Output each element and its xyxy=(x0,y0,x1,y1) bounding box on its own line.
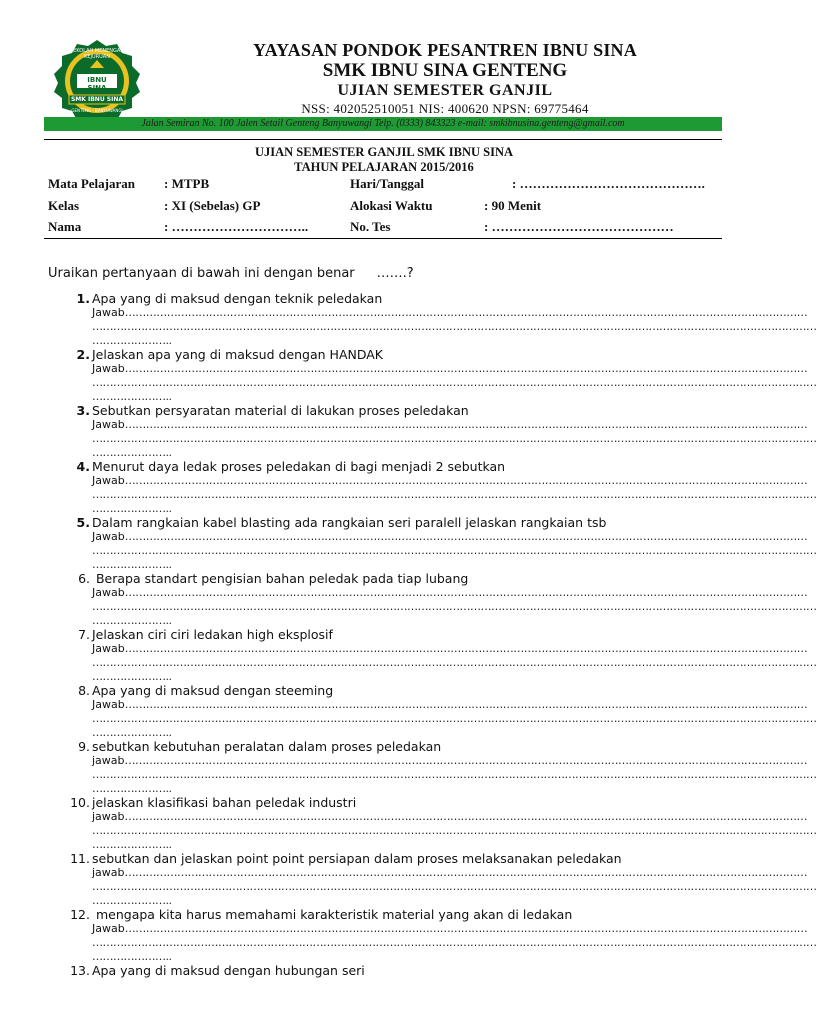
answer-label: Jawab xyxy=(92,642,125,655)
name-value: : ………………………….. xyxy=(164,219,309,234)
question-text: Apa yang di maksud dengan hubungan seri xyxy=(92,963,365,978)
answer-line[interactable] xyxy=(92,600,817,614)
answer-dots: …………………………………………………………………………………………………………………………………………………………………………… xyxy=(124,922,808,935)
answer-dots: ………………….. xyxy=(92,446,172,459)
answer-line[interactable] xyxy=(92,432,817,446)
answer-dots: …………………………………………………………………………………………………………………………………………………………………………… xyxy=(124,362,808,375)
question-number: 1. xyxy=(76,291,90,306)
answer-line[interactable] xyxy=(92,810,808,824)
answer-label: Jawab xyxy=(92,418,125,431)
answer-label: Jawab xyxy=(92,474,125,487)
answer-line[interactable] xyxy=(92,950,725,964)
answer-dots: …………………………………………………………………………………………………………………………………………………………………………… xyxy=(124,866,808,879)
instruction xyxy=(48,266,414,281)
answer-line[interactable] xyxy=(92,474,808,488)
answer-dots: …………………………………………………………………………………………………………………………………………………………………………… xyxy=(124,810,808,823)
duration-value: : 90 Menit xyxy=(484,198,542,213)
question-item xyxy=(60,795,817,852)
answer-line[interactable] xyxy=(92,726,725,740)
answer-line[interactable] xyxy=(92,488,817,502)
school-ids: NSS: 402052510051 NIS: 400620 NPSN: 69775464 xyxy=(301,101,589,116)
answer-line[interactable] xyxy=(92,712,817,726)
question-number: 2. xyxy=(76,347,90,362)
question-number: 7. xyxy=(78,627,90,642)
question-line xyxy=(60,571,725,586)
question-item xyxy=(60,515,817,572)
answer-label: Jawab xyxy=(92,922,125,935)
question-item xyxy=(60,963,725,978)
answer-line[interactable] xyxy=(92,390,725,404)
question-item xyxy=(60,627,817,684)
answer-line[interactable] xyxy=(92,586,808,600)
answer-dots: ……………………………………………………………………………………………………………………………………………………………………………………… xyxy=(92,488,817,501)
question-line xyxy=(60,963,725,978)
answer-dots: …………………………………………………………………………………………………………………………………………………………………………… xyxy=(124,642,808,655)
answer-label: Jawab xyxy=(92,698,125,711)
question-item xyxy=(60,907,817,964)
answer-line[interactable] xyxy=(92,544,817,558)
answer-dots: ………………….. xyxy=(92,558,172,571)
subject-label: Mata Pelajaran xyxy=(48,176,136,191)
question-text: Apa yang di maksud dengan steeming xyxy=(92,683,334,698)
test-no-label: No. Tes xyxy=(350,219,391,234)
question-line xyxy=(60,795,725,810)
answer-label: jawab xyxy=(92,810,125,823)
class-label: Kelas xyxy=(48,198,80,213)
exam-title-line1: UJIAN SEMESTER GANJIL SMK IBNU SINA xyxy=(254,145,514,159)
question-text: Apa yang di maksud dengan teknik peledakan xyxy=(92,291,383,306)
answer-line[interactable] xyxy=(92,670,725,684)
info-row-class xyxy=(46,198,726,216)
date-value: : ……………………………………. xyxy=(512,176,705,191)
question-number: 9. xyxy=(78,739,90,754)
duration-label: Alokasi Waktu xyxy=(350,198,433,213)
name-label: Nama xyxy=(48,219,82,234)
question-line xyxy=(60,683,725,698)
answer-line[interactable] xyxy=(92,502,725,516)
question-item xyxy=(60,851,817,908)
question-number: 11. xyxy=(70,851,90,866)
answer-line[interactable] xyxy=(92,936,817,950)
question-item xyxy=(60,403,817,460)
logo-text-mid: IBNU SINA xyxy=(87,76,107,92)
date-label: Hari/Tanggal xyxy=(350,176,424,191)
logo-text-base: GENTENG - BANYUWANGI xyxy=(71,108,123,113)
question-number: 3. xyxy=(76,403,90,418)
answer-dots: ………………….. xyxy=(92,502,172,515)
answer-dots: …………………………………………………………………………………………………………………………………………………………………………… xyxy=(124,530,808,543)
answer-line[interactable] xyxy=(92,824,817,838)
answer-dots: ……………………………………………………………………………………………………………………………………………………………………………………… xyxy=(92,880,817,893)
answer-label: jawab xyxy=(92,866,125,879)
answer-line[interactable] xyxy=(92,530,808,544)
answer-label: Jawab xyxy=(92,362,125,375)
question-text: sebutkan dan jelaskan point point persiapan dalam proses melaksanakan peledakan xyxy=(92,851,622,866)
answer-line[interactable] xyxy=(92,922,808,936)
question-item xyxy=(60,291,817,348)
question-number: 12. xyxy=(70,907,90,922)
answer-line[interactable] xyxy=(92,642,808,656)
answer-line[interactable] xyxy=(92,320,817,334)
answer-dots: ……………………………………………………………………………………………………………………………………………………………………………………… xyxy=(92,656,817,669)
answer-dots: ………………….. xyxy=(92,894,172,907)
logo-text-top: SEKOLAH MENENGAH KEJURUAN xyxy=(69,48,125,60)
answer-line[interactable] xyxy=(92,306,808,320)
answer-line[interactable] xyxy=(92,894,725,908)
answer-dots: …………………………………………………………………………………………………………………………………………………………………………… xyxy=(124,306,808,319)
info-row-subject xyxy=(46,176,726,194)
info-row-name xyxy=(46,219,726,237)
answer-line[interactable] xyxy=(92,838,725,852)
question-line xyxy=(60,347,725,362)
question-item xyxy=(60,347,817,404)
answer-line[interactable] xyxy=(92,418,808,432)
answer-label: Jawab xyxy=(92,586,125,599)
divider-bottom xyxy=(44,238,722,239)
answer-dots: ………………….. xyxy=(92,782,172,795)
question-item xyxy=(60,739,817,796)
address-bar: Jalan Semiran No. 100 Jalen Setail Genteng Banyuwangi Telp. (0333) 843323 e-mail: smkibnusina.genteng@gmail.com xyxy=(44,117,722,131)
question-line xyxy=(60,403,725,418)
question-line xyxy=(60,515,725,530)
question-text: Berapa standart pengisian bahan peledak pada tiap lubang xyxy=(92,571,469,586)
class-value: : XI (Sebelas) GP xyxy=(164,198,261,213)
answer-label: jawab xyxy=(92,754,125,767)
answer-dots: …………………………………………………………………………………………………………………………………………………………………………… xyxy=(124,586,808,599)
divider-top xyxy=(44,139,722,140)
question-text: mengapa kita harus memahami karakteristik material yang akan di ledakan xyxy=(92,907,573,922)
question-number: 5. xyxy=(76,515,90,530)
question-text: Jelaskan apa yang di maksud dengan HANDAK xyxy=(92,347,384,362)
test-no-value: : …………………………………… xyxy=(484,219,674,234)
question-line xyxy=(60,739,725,754)
answer-line[interactable] xyxy=(92,754,808,768)
answer-line[interactable] xyxy=(92,768,817,782)
answer-line[interactable] xyxy=(92,334,725,348)
answer-dots: …………………………………………………………………………………………………………………………………………………………………………… xyxy=(124,418,808,431)
question-number: 10. xyxy=(70,795,90,810)
question-number: 6. xyxy=(78,571,90,586)
answer-dots: ………………….. xyxy=(92,670,172,683)
question-line xyxy=(60,459,725,474)
answer-dots: ……………………………………………………………………………………………………………………………………………………………………………………… xyxy=(92,712,817,725)
answer-line[interactable] xyxy=(92,558,725,572)
question-number: 8. xyxy=(78,683,90,698)
subject-value: : MTPB xyxy=(164,176,210,191)
answer-line[interactable] xyxy=(92,656,817,670)
answer-line[interactable] xyxy=(92,376,817,390)
foundation-name: YAYASAN PONDOK PESANTREN IBNU SINA xyxy=(253,40,637,60)
question-text: Sebutkan persyaratan material di lakukan proses peledakan xyxy=(92,403,469,418)
logo-text-group xyxy=(44,38,150,124)
question-number: 13. xyxy=(70,963,90,978)
answer-dots: …………………………………………………………………………………………………………………………………………………………………………… xyxy=(124,698,808,711)
answer-dots: ……………………………………………………………………………………………………………………………………………………………………………………… xyxy=(92,824,817,837)
question-line xyxy=(60,291,725,306)
exam-title-line2: TAHUN PELAJARAN 2015/2016 xyxy=(294,160,474,174)
question-text: Dalam rangkaian kabel blasting ada rangkaian seri paralell jelaskan rangkaian tsb xyxy=(92,515,607,530)
answer-line[interactable] xyxy=(92,614,725,628)
answer-dots: ……………………………………………………………………………………………………………………………………………………………………………………… xyxy=(92,320,817,333)
question-text: Menurut daya ledak proses peledakan di bagi menjadi 2 sebutkan xyxy=(92,459,506,474)
logo-text-bottom: SMK IBNU SINA xyxy=(70,96,124,103)
answer-dots: ……………………………………………………………………………………………………………………………………………………………………………………… xyxy=(92,600,817,613)
question-text: sebutkan kebutuhan peralatan dalam proses peledakan xyxy=(92,739,442,754)
instruction-text: Uraikan pertanyaan di bawah ini dengan benar xyxy=(48,266,355,281)
question-line xyxy=(60,627,725,642)
question-line xyxy=(60,907,725,922)
answer-line[interactable] xyxy=(92,880,817,894)
instruction-trail: …….? xyxy=(376,266,414,281)
answer-dots: ………………….. xyxy=(92,838,172,851)
answer-line[interactable] xyxy=(92,362,808,376)
answer-dots: …………………………………………………………………………………………………………………………………………………………………………… xyxy=(124,754,808,767)
question-line xyxy=(60,851,725,866)
answer-label: Jawab xyxy=(92,306,125,319)
answer-dots: ……………………………………………………………………………………………………………………………………………………………………………………… xyxy=(92,544,817,557)
answer-label: Jawab xyxy=(92,530,125,543)
question-text: jelaskan klasifikasi bahan peledak industri xyxy=(92,795,357,810)
answer-line[interactable] xyxy=(92,446,725,460)
answer-dots: ………………….. xyxy=(92,950,172,963)
answer-line[interactable] xyxy=(92,866,808,880)
answer-dots: ……………………………………………………………………………………………………………………………………………………………………………………… xyxy=(92,376,817,389)
question-number: 4. xyxy=(76,459,90,474)
answer-dots: ………………….. xyxy=(92,390,172,403)
answer-dots: ……………………………………………………………………………………………………………………………………………………………………………………… xyxy=(92,432,817,445)
answer-dots: …………………………………………………………………………………………………………………………………………………………………………… xyxy=(124,474,808,487)
question-text: Jelaskan ciri ciri ledakan high eksplosif xyxy=(92,627,333,642)
answer-dots: ………………….. xyxy=(92,334,172,347)
answer-dots: ……………………………………………………………………………………………………………………………………………………………………………………… xyxy=(92,768,817,781)
answer-dots: ……………………………………………………………………………………………………………………………………………………………………………………… xyxy=(92,936,817,949)
question-item xyxy=(60,683,817,740)
answer-dots: ………………….. xyxy=(92,614,172,627)
question-item xyxy=(60,571,817,628)
exam-heading: UJIAN SEMESTER GANJIL xyxy=(337,82,553,99)
school-name: SMK IBNU SINA GENTENG xyxy=(322,60,568,81)
answer-line[interactable] xyxy=(92,782,725,796)
question-item xyxy=(60,459,817,516)
answer-line[interactable] xyxy=(92,698,808,712)
letterhead xyxy=(0,0,768,140)
answer-dots: ………………….. xyxy=(92,726,172,739)
